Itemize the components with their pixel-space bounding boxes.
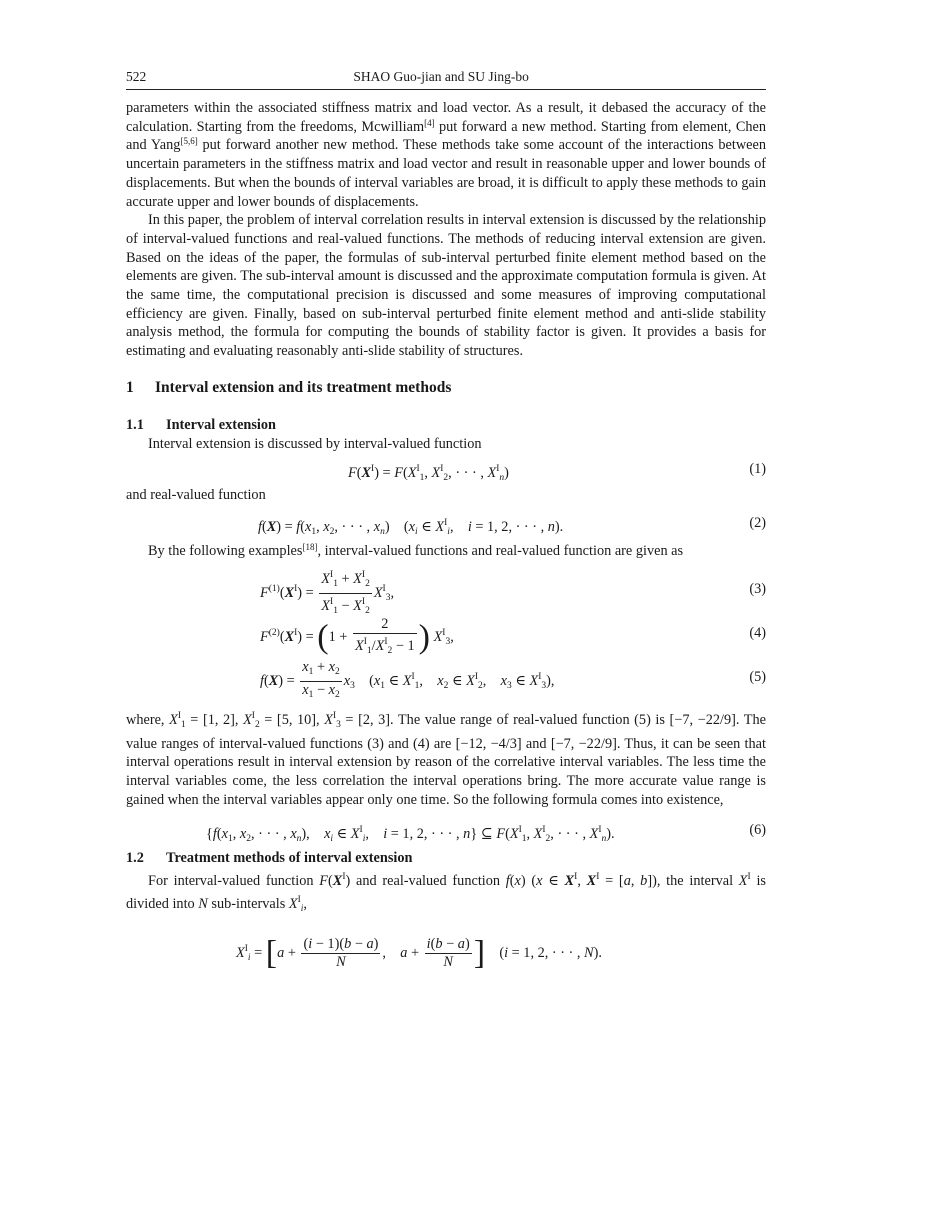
paragraph-real-valued: and real-valued function xyxy=(126,486,266,503)
running-header xyxy=(126,68,766,90)
equation-number: (4) xyxy=(749,624,766,641)
equation-1: $F(X^I) = F(X^I_1$, $X^I_2$, · · · , $X^I_n$) (1) xyxy=(126,454,766,484)
citation-ref: [4] xyxy=(424,117,435,128)
page-number: 522 xyxy=(126,69,147,84)
paragraph-interval-extension: Interval extension is discussed by interval-valued function xyxy=(148,435,482,452)
citation-ref: [5,6] xyxy=(180,136,198,147)
equation-number: (5) xyxy=(749,668,766,685)
subsection-heading-1-2: 1.2 Treatment methods of interval extension xyxy=(126,850,413,867)
equation-3: $F^{(1)}(X^I)$ = $\frac{X^I_1 + X^I_2}{X^I_1 - X^I_2}$ $X^I_3$, (3) xyxy=(126,567,766,611)
paragraph-this-paper: In this paper, the problem of interval correlation results in interval extension is discussed by the relationship of interval-valued functions and real-valued functions. The methods of reducing interval extension are given. Based on the ideas of the paper, the formulas of sub-interval perturbed finite element method based on the elements are given. The sub-interval amount is discussed and the approximate computation formula is given. At the same time, the computational precision is discussed and some measures of improving computational efficiency are given. Finally, based on sub-interval perturbed finite element method and anti-slide stability analysis method, the formula for computing the bounds of stability factor is given. It provides a basis for estimating and evaluating reasonably anti-slide stability of structures. xyxy=(126,212,766,360)
equation-2: $f(X) = f(x_1$, $x_2$, · · · , $x_n$) ($x_i$ ∈ $X^I_i$, i = 1, 2, · · · , n). (2) xyxy=(126,508,766,542)
equation-number: (6) xyxy=(749,822,766,839)
equation-number: (2) xyxy=(749,515,766,532)
equation-number: (1) xyxy=(749,460,766,477)
citation-ref: [18] xyxy=(302,542,318,553)
equation-number: (3) xyxy=(749,580,766,597)
equation-5: f(X) = $\frac{x_1 + x_2}{x_1 - x_2}$ $x_3$ ($x_1$ ∈ $X^I_1$, $x_2$ ∈ $X^I_2$, $x_3$ ∈ $X^I_3$), (5) xyxy=(126,655,766,699)
section-heading-1: 1 Interval extension and its treatment methods xyxy=(126,378,452,396)
equation-4: $F^{(2)}(X^I) = (1$ + $\frac{2}{X^I_1/X^I_2 - 1}$ ) $X^I_3$, (4) xyxy=(126,611,766,655)
equation-subinterval: $X^I_i = [a$ + $\frac{(i - 1)(b - a)}{N}$ , a + $\frac{i(b - a)}{N}$ ] (i = 1, 2, · · · , N). xyxy=(236,934,602,972)
paragraph-intro-continued: parameters within the associated stiffness matrix and load vector. As a result, it debased the accuracy of the calculation. Starting from the freedoms, Mcwilliam[4] put forward a new method. Starting from element, Chen and Yang[5,6] put forward another new method. These methods take some account of the interactions between uncertain parameters in the stiffness matrix and load vector and result in reasonable upper and lower bounds of displacements. But when the bounds of interval variables are broad, it is difficult to apply these methods to gain accurate upper and lower bounds of displacements. xyxy=(126,100,767,210)
running-authors: SHAO Guo-jian and SU Jing-bo xyxy=(353,69,529,84)
paragraph-examples: By the following examples[18], interval-valued functions and real-valued function are given as xyxy=(148,542,684,560)
paragraph-value-ranges: where, $X^I_1 = [1$, 2], $X^I_2 = [5$, 10], $X^I_3 = [2$, 3]. The value range of real-valued function (5) is [−7, −22/9]. The value ranges of interval-valued functions (3) and (4) are [−12, −4/3] and [−7, −22/9]. Thus, it can be seen that interval operations result in interval extension by reason of the correlative interval variables. The less time the interval variables come, the less correlation the interval operations bring. The more accurate value range is gained when the interval variables appear only one time. So the following formula comes into existence, xyxy=(126,710,766,808)
subsection-heading-1-1: 1.1 Interval extension xyxy=(126,416,276,433)
page-content xyxy=(126,68,766,971)
equation-6: {$f(x_1$, $x_2$, · · · , $x_n$), $x_i$ ∈ $X^I_i$, i = 1, 2, · · · , n} ⊆ $F(X^I_1$, $X^I_2$, · · · , $X^I_n$). (6) xyxy=(126,815,766,849)
paragraph-treatment: For interval-valued function $F(X^I)$ and real-valued function f(x) (x ∈ $X^I$, $X^I = [a$, b]), the interval $X^I$ is divided into N sub-intervals $X^I_i$, xyxy=(126,872,766,915)
